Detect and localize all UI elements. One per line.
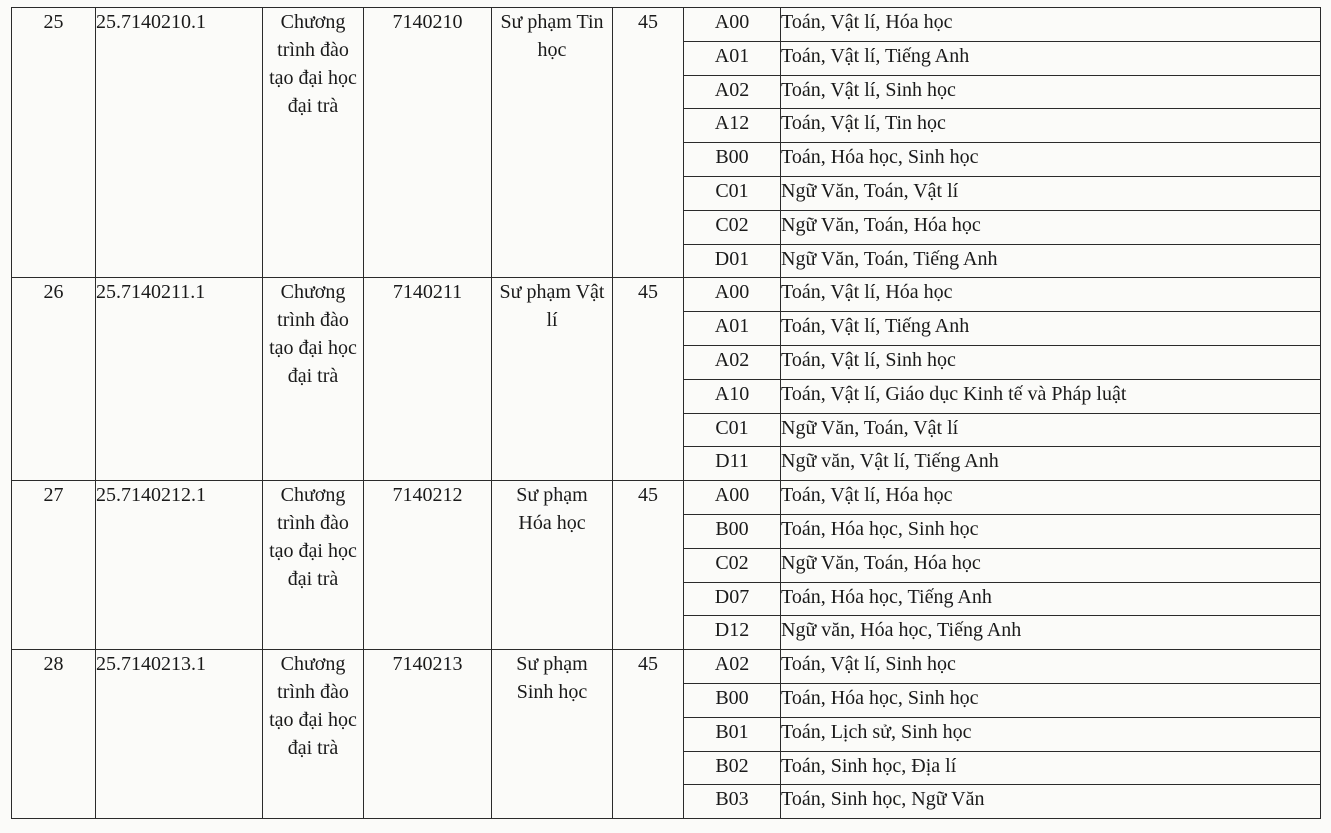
combination-subjects: Toán, Vật lí, Sinh học — [781, 650, 1321, 684]
admission-code: 25.7140213.1 — [96, 653, 206, 676]
program-type: Chương trình đào tạo đại học đại trà — [269, 653, 357, 760]
quota: 45 — [638, 281, 658, 304]
combination-code: B01 — [684, 717, 781, 751]
row-number: 26 — [43, 281, 64, 304]
major-code-cell — [364, 650, 492, 819]
combination-subjects: Toán, Vật lí, Tiếng Anh — [781, 312, 1321, 346]
major-code-cell — [364, 278, 492, 481]
admission-code: 25.7140210.1 — [96, 11, 206, 33]
row-number-cell — [12, 8, 96, 278]
combination-code: A00 — [684, 8, 781, 42]
combination-code: C01 — [684, 176, 781, 210]
admission-code: 25.7140212.1 — [96, 484, 206, 507]
program-type: Chương trình đào tạo đại học đại trà — [269, 281, 357, 388]
table-row — [12, 278, 1321, 312]
combination-subjects: Toán, Vật lí, Giáo dục Kinh tế và Pháp luật — [781, 379, 1321, 413]
combination-code: B03 — [684, 785, 781, 819]
combination-subjects: Toán, Vật lí, Sinh học — [781, 345, 1321, 379]
major-name-cell — [492, 278, 613, 481]
program-type: Chương trình đào tạo đại học đại trà — [269, 484, 357, 591]
row-number: 25 — [43, 11, 64, 33]
combination-code: C01 — [684, 413, 781, 447]
major-name: Sư phạm Vật lí — [499, 281, 605, 332]
quota: 45 — [638, 653, 658, 676]
table-row — [12, 650, 1321, 684]
admission-code-cell — [96, 278, 263, 481]
major-name: Sư phạm Tin học — [500, 11, 604, 61]
combination-subjects: Toán, Sinh học, Ngữ Văn — [781, 785, 1321, 819]
major-name-cell — [492, 8, 613, 278]
admission-code-cell — [96, 481, 263, 650]
admission-code-cell — [96, 8, 263, 278]
major-code: 7140212 — [392, 484, 463, 507]
row-number: 27 — [43, 484, 64, 507]
combination-code: C02 — [684, 210, 781, 244]
combination-code: D07 — [684, 582, 781, 616]
combination-code: B02 — [684, 751, 781, 785]
quota: 45 — [638, 484, 658, 507]
program-type-cell — [263, 278, 364, 481]
combination-code: A00 — [684, 481, 781, 515]
combination-subjects: Toán, Hóa học, Sinh học — [781, 683, 1321, 717]
combination-code: A02 — [684, 75, 781, 109]
combination-code: A01 — [684, 312, 781, 346]
combination-code: A12 — [684, 109, 781, 143]
combination-code: D12 — [684, 616, 781, 650]
major-code-cell — [364, 8, 492, 278]
row-number-cell — [12, 650, 96, 819]
combination-subjects: Toán, Lịch sử, Sinh học — [781, 717, 1321, 751]
combination-code: A02 — [684, 345, 781, 379]
combination-subjects: Ngữ Văn, Toán, Hóa học — [781, 210, 1321, 244]
combination-subjects: Ngữ Văn, Toán, Tiếng Anh — [781, 244, 1321, 278]
major-code: 7140210 — [392, 11, 463, 33]
combination-subjects: Toán, Vật lí, Sinh học — [781, 75, 1321, 109]
quota-cell — [613, 278, 684, 481]
combination-code: B00 — [684, 514, 781, 548]
combination-subjects: Ngữ Văn, Toán, Vật lí — [781, 413, 1321, 447]
combination-subjects: Toán, Hóa học, Sinh học — [781, 143, 1321, 177]
quota-cell — [613, 650, 684, 819]
combination-subjects: Toán, Vật lí, Hóa học — [781, 8, 1321, 42]
program-type-cell — [263, 481, 364, 650]
program-type-cell — [263, 8, 364, 278]
combination-code: A10 — [684, 379, 781, 413]
combination-code: D11 — [684, 447, 781, 481]
combination-code: A01 — [684, 41, 781, 75]
table-row — [12, 481, 1321, 515]
combination-subjects: Toán, Sinh học, Địa lí — [781, 751, 1321, 785]
combination-code: A02 — [684, 650, 781, 684]
row-number-cell — [12, 278, 96, 481]
major-code-cell — [364, 481, 492, 650]
combination-subjects: Ngữ Văn, Toán, Vật lí — [781, 176, 1321, 210]
combination-subjects: Toán, Vật lí, Hóa học — [781, 481, 1321, 515]
combination-code: C02 — [684, 548, 781, 582]
combination-subjects: Toán, Vật lí, Hóa học — [781, 278, 1321, 312]
admission-code-cell — [96, 650, 263, 819]
major-name: Sư phạm Hóa học — [516, 484, 588, 535]
major-name: Sư phạm Sinh học — [516, 653, 588, 704]
combination-subjects: Toán, Vật lí, Tin học — [781, 109, 1321, 143]
row-number-cell — [12, 481, 96, 650]
combination-subjects: Toán, Vật lí, Tiếng Anh — [781, 41, 1321, 75]
major-name-cell — [492, 650, 613, 819]
major-name-cell — [492, 481, 613, 650]
quota: 45 — [638, 11, 658, 33]
program-type: Chương trình đào tạo đại học đại trà — [269, 11, 357, 117]
combination-code: B00 — [684, 143, 781, 177]
combination-subjects: Ngữ văn, Vật lí, Tiếng Anh — [781, 447, 1321, 481]
table-row — [12, 8, 1321, 42]
combination-subjects: Ngữ văn, Hóa học, Tiếng Anh — [781, 616, 1321, 650]
major-code: 7140211 — [392, 281, 463, 304]
combination-subjects: Ngữ Văn, Toán, Hóa học — [781, 548, 1321, 582]
quota-cell — [613, 8, 684, 278]
combination-subjects: Toán, Hóa học, Tiếng Anh — [781, 582, 1321, 616]
program-type-cell — [263, 650, 364, 819]
combination-code: A00 — [684, 278, 781, 312]
row-number: 28 — [43, 653, 64, 676]
major-code: 7140213 — [392, 653, 463, 676]
quota-cell — [613, 481, 684, 650]
table-body — [12, 8, 1321, 819]
combination-subjects: Toán, Hóa học, Sinh học — [781, 514, 1321, 548]
combination-code: D01 — [684, 244, 781, 278]
admissions-table — [11, 7, 1321, 819]
combination-code: B00 — [684, 683, 781, 717]
admission-code: 25.7140211.1 — [96, 281, 206, 304]
